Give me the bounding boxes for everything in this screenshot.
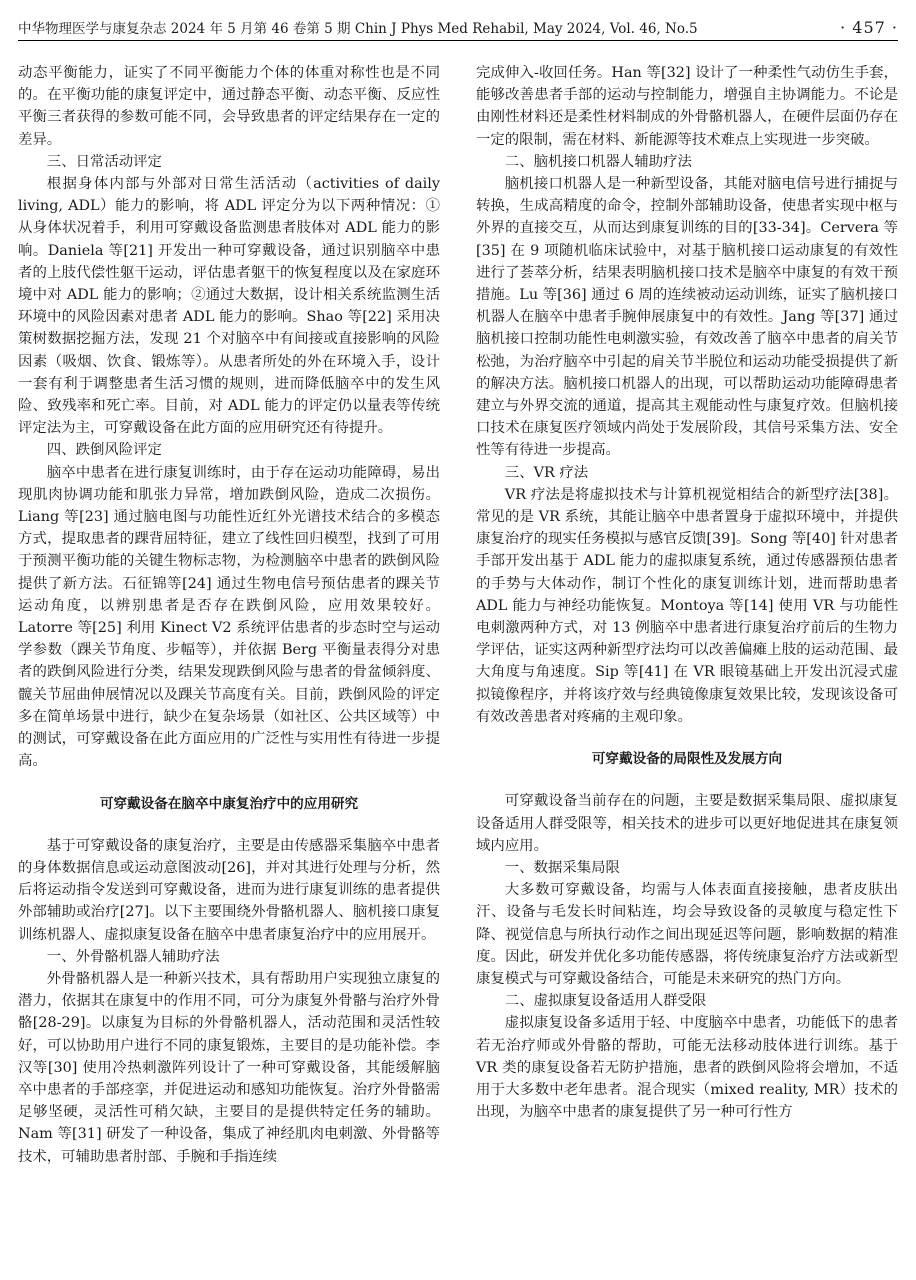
subsection-heading: 四、跌倒风险评定 [46,442,162,459]
paragraph: 基于可穿戴设备的康复治疗，主要是由传感器采集脑卒中患者的身体数据信息或运动意图波动[26]，并对其进行处理与分析，然后将运动指令发送到可穿戴设备，进而为进行康复训练的患者提供外部辅助或治疗[27]。以下主要围绕外骨骼机器人、脑机接口康复训练机器人、虚拟康复设备在脑卒中患者康复治疗中的应用展开。 [18,837,440,943]
subsection-heading: 一、数据采集局限 [504,859,620,876]
paragraph: 外骨骼机器人是一种新兴技术，具有帮助用户实现独立康复的潜力，依据其在康复中的作用不同，可分为康复外骨骼与治疗外骨骼[28-29]。以康复为目标的外骨骼机器人，活动范围和灵活性较好，可以协助用户进行不同的康复锻炼，主要目的是功能补偿。李汉等[30] 使用冷热刺激阵列设计了一种可穿戴设备，其能缓解脑卒中患者的手部痉挛，并促进运动和感知功能恢复。治疗外骨骼需足够坚硬，灵活性可稍欠缺，主要目的是提供特定任务的辅助。Nam 等[31] 研发了一种设备，集成了神经肌肉电刺激、外骨骼等技术，可辅助患者肘部、手腕和手指连续 [18,970,440,1165]
section-heading: 可穿戴设备的局限性及发展方向 [591,751,783,768]
subsection-heading: 三、日常活动评定 [46,153,162,170]
subsection-heading: 三、VR 疗法 [504,464,589,481]
paragraph: 虚拟康复设备多适用于轻、中度脑卒中患者，功能低下的患者若无治疗师或外骨骼的帮助，可能无法移动肢体进行训练。基于 VR 类的康复设备若无防护措施，患者的跌倒风险将会增加，不适用于大多数中老年患者。混合现实（mixed reality, MR）技术的出现，为脑卒中患者的康复提供了另一种可行性方 [476,1015,898,1121]
subsection-heading: 二、脑机接口机器人辅助疗法 [504,153,692,170]
subsection-heading: 一、外骨骼机器人辅助疗法 [46,948,220,965]
page-number: · 457 · [840,18,898,37]
paragraph: 可穿戴设备当前存在的问题，主要是数据采集局限、虚拟康复设备适用人群受限等，相关技术的进步可以更好地促进其在康复领域内应用。 [476,793,898,854]
paragraph: 脑卒中患者在进行康复训练时，由于存在运动功能障碍，易出现肌肉协调功能和肌张力异常，增加跌倒风险，造成二次损伤。Liang 等[23] 通过脑电图与功能性近红外光谱技术结合的多模态方式，提取患者的踝背屈特征，建立了线性回归模型，找到了可用于预测平衡功能的关键生物标志物，为检测脑卒中患者的跌倒风险提供了新方法。石征锦等[24] 通过生物电信号预估患者的踝关节运动角度，以辨别患者是否存在跌倒风险，应用效果较好。Latorre 等[25] 利用 Kinect V2 系统评估患者的步态时空与运动学参数（踝关节角度、步幅等），并依据 Berg 平衡量表得分对患者的跌倒风险进行分类，结果发现跌倒风险与患者的骨盆倾斜度、髋关节屈曲伸展情况以及踝关节高度有关。目前，跌倒风险的评定多在简单场景中进行，缺少在复杂场景（如社区、公共区域等）中的测试，可穿戴设备在此方面应用的广泛性与实用性有待进一步提高。 [18,464,440,770]
subsection-heading: 二、虚拟康复设备适用人群受限 [504,993,707,1010]
journal-citation: 中华物理医学与康复杂志 2024 年 5 月第 46 卷第 5 期 Chin J Phys Med Rehabil, May 2024, Vol. 46, No.5 [18,21,698,37]
paragraph: 大多数可穿戴设备，均需与人体表面直接接触，患者皮肤出汗、设备与毛发长时间粘连，均会导致设备的灵敏度与稳定性下降、视觉信息与所执行动作之间出现延迟等问题，影响数据的精准度。因此，研发并优化多功能传感器，将传统康复治疗方法或新型康复模式与可穿戴设备结合，可能是未来研究的热门方向。 [476,882,898,987]
left-column [18,62,440,1168]
right-column [476,62,898,1123]
running-header [18,13,898,41]
paragraph: 根据身体内部与外部对日常生活活动（activities of daily living, ADL）能力的影响，将 ADL 评定分为以下两种情况：①从身体状况着手，利用可穿戴设备监测患者肢体对 ADL 能力的影响。Daniela 等[21] 开发出一种可穿戴设备，通过识别脑卒中患者的上肢代偿性躯干运动，评估患者躯干的恢复程度以及在家庭环境中对 ADL 能力的影响；②通过大数据，设计相关系统监测生活环境中的风险因素对患者 ADL 能力的影响。Shao 等[22] 采用决策树数据挖掘方法，发现 21 个对脑卒中有间接或直接影响的风险因素（吸烟、饮食、锻炼等）。从患者所处的外在环境入手，设计一套有利于调整患者生活习惯的规则，进而降低脑卒中的发生风险、致残率和死亡率。目前，对 ADL 能力的评定仍以量表等传统评定法为主，可穿戴设备在此方面的应用研究还有待提升。 [18,176,440,437]
paragraph: 动态平衡能力，证实了不同平衡能力个体的体重对称性也是不同的。在平衡功能的康复评定中，通过静态平衡、动态平衡、反应性平衡三者获得的参数可能不同，会导致患者的评定结果存在一定的差异。 [18,65,440,148]
paragraph: 完成伸入-收回任务。Han 等[32] 设计了一种柔性气动仿生手套，能够改善患者手部的运动与控制能力，增强自主协调能力。不论是由刚性材料还是柔性材料制成的外骨骼机器人，在硬件层面仍存在一定的限制，需在材料、新能源等技术难点上实现进一步突破。 [476,65,898,148]
paragraph: VR 疗法是将虚拟技术与计算机视觉相结合的新型疗法[38]。常见的是 VR 系统，其能让脑卒中患者置身于虚拟环境中，并提供康复治疗的现实任务模拟与感官反馈[39]。Song 等[40] 针对患者手部开发出基于 ADL 能力的虚拟康复系统，通过传感器预估患者的手势与大体动作，制订个性化的康复训练计划，进而帮助患者 ADL 能力与神经功能恢复。Montoya 等[14] 使用 VR 与功能性电刺激两种方式，对 13 例脑卒中患者进行康复治疗前后的生物力学评估，证实这两种新型疗法均可以改善偏瘫上肢的运动范围、最大角度与角速度。Sip 等[41] 在 VR 眼镜基础上开发出沉浸式虚拟镜像程序，并将该疗效与经典镜像康复效果比较，发现该设备可有效改善患者对疼痛的主观印象。 [476,486,898,725]
paragraph: 脑机接口机器人是一种新型设备，其能对脑电信号进行捕捉与转换，生成高精度的命令，控制外部辅助设备，使患者实现中枢与外界的直接交互，从而达到康复训练的目的[33-34]。Cervera 等[35] 在 9 项随机临床试验中，对基于脑机接口运动康复的有效性进行了荟萃分析，结果表明脑机接口技术是脑卒中康复的有效干预措施。Lu 等[36] 通过 6 周的连续被动运动训练，证实了脑机接口机器人在脑卒中患者手腕伸展康复中的有效性。Jang 等[37] 通过脑机接口控制功能性电刺激实验，有效改善了脑卒中患者的肩关节松弛，为治疗脑卒中引起的肩关节半脱位和运动功能受损提供了新的解决方法。脑机接口机器人的出现，可以帮助运动功能障碍患者建立与外界交流的通道，提高其主观能动性与康复疗效。但脑机接口技术在康复医疗领域内尚处于发展阶段，其信号采集方法、安全性等有待进一步提高。 [476,176,898,459]
section-heading: 可穿戴设备在脑卒中康复治疗中的应用研究 [99,795,359,812]
